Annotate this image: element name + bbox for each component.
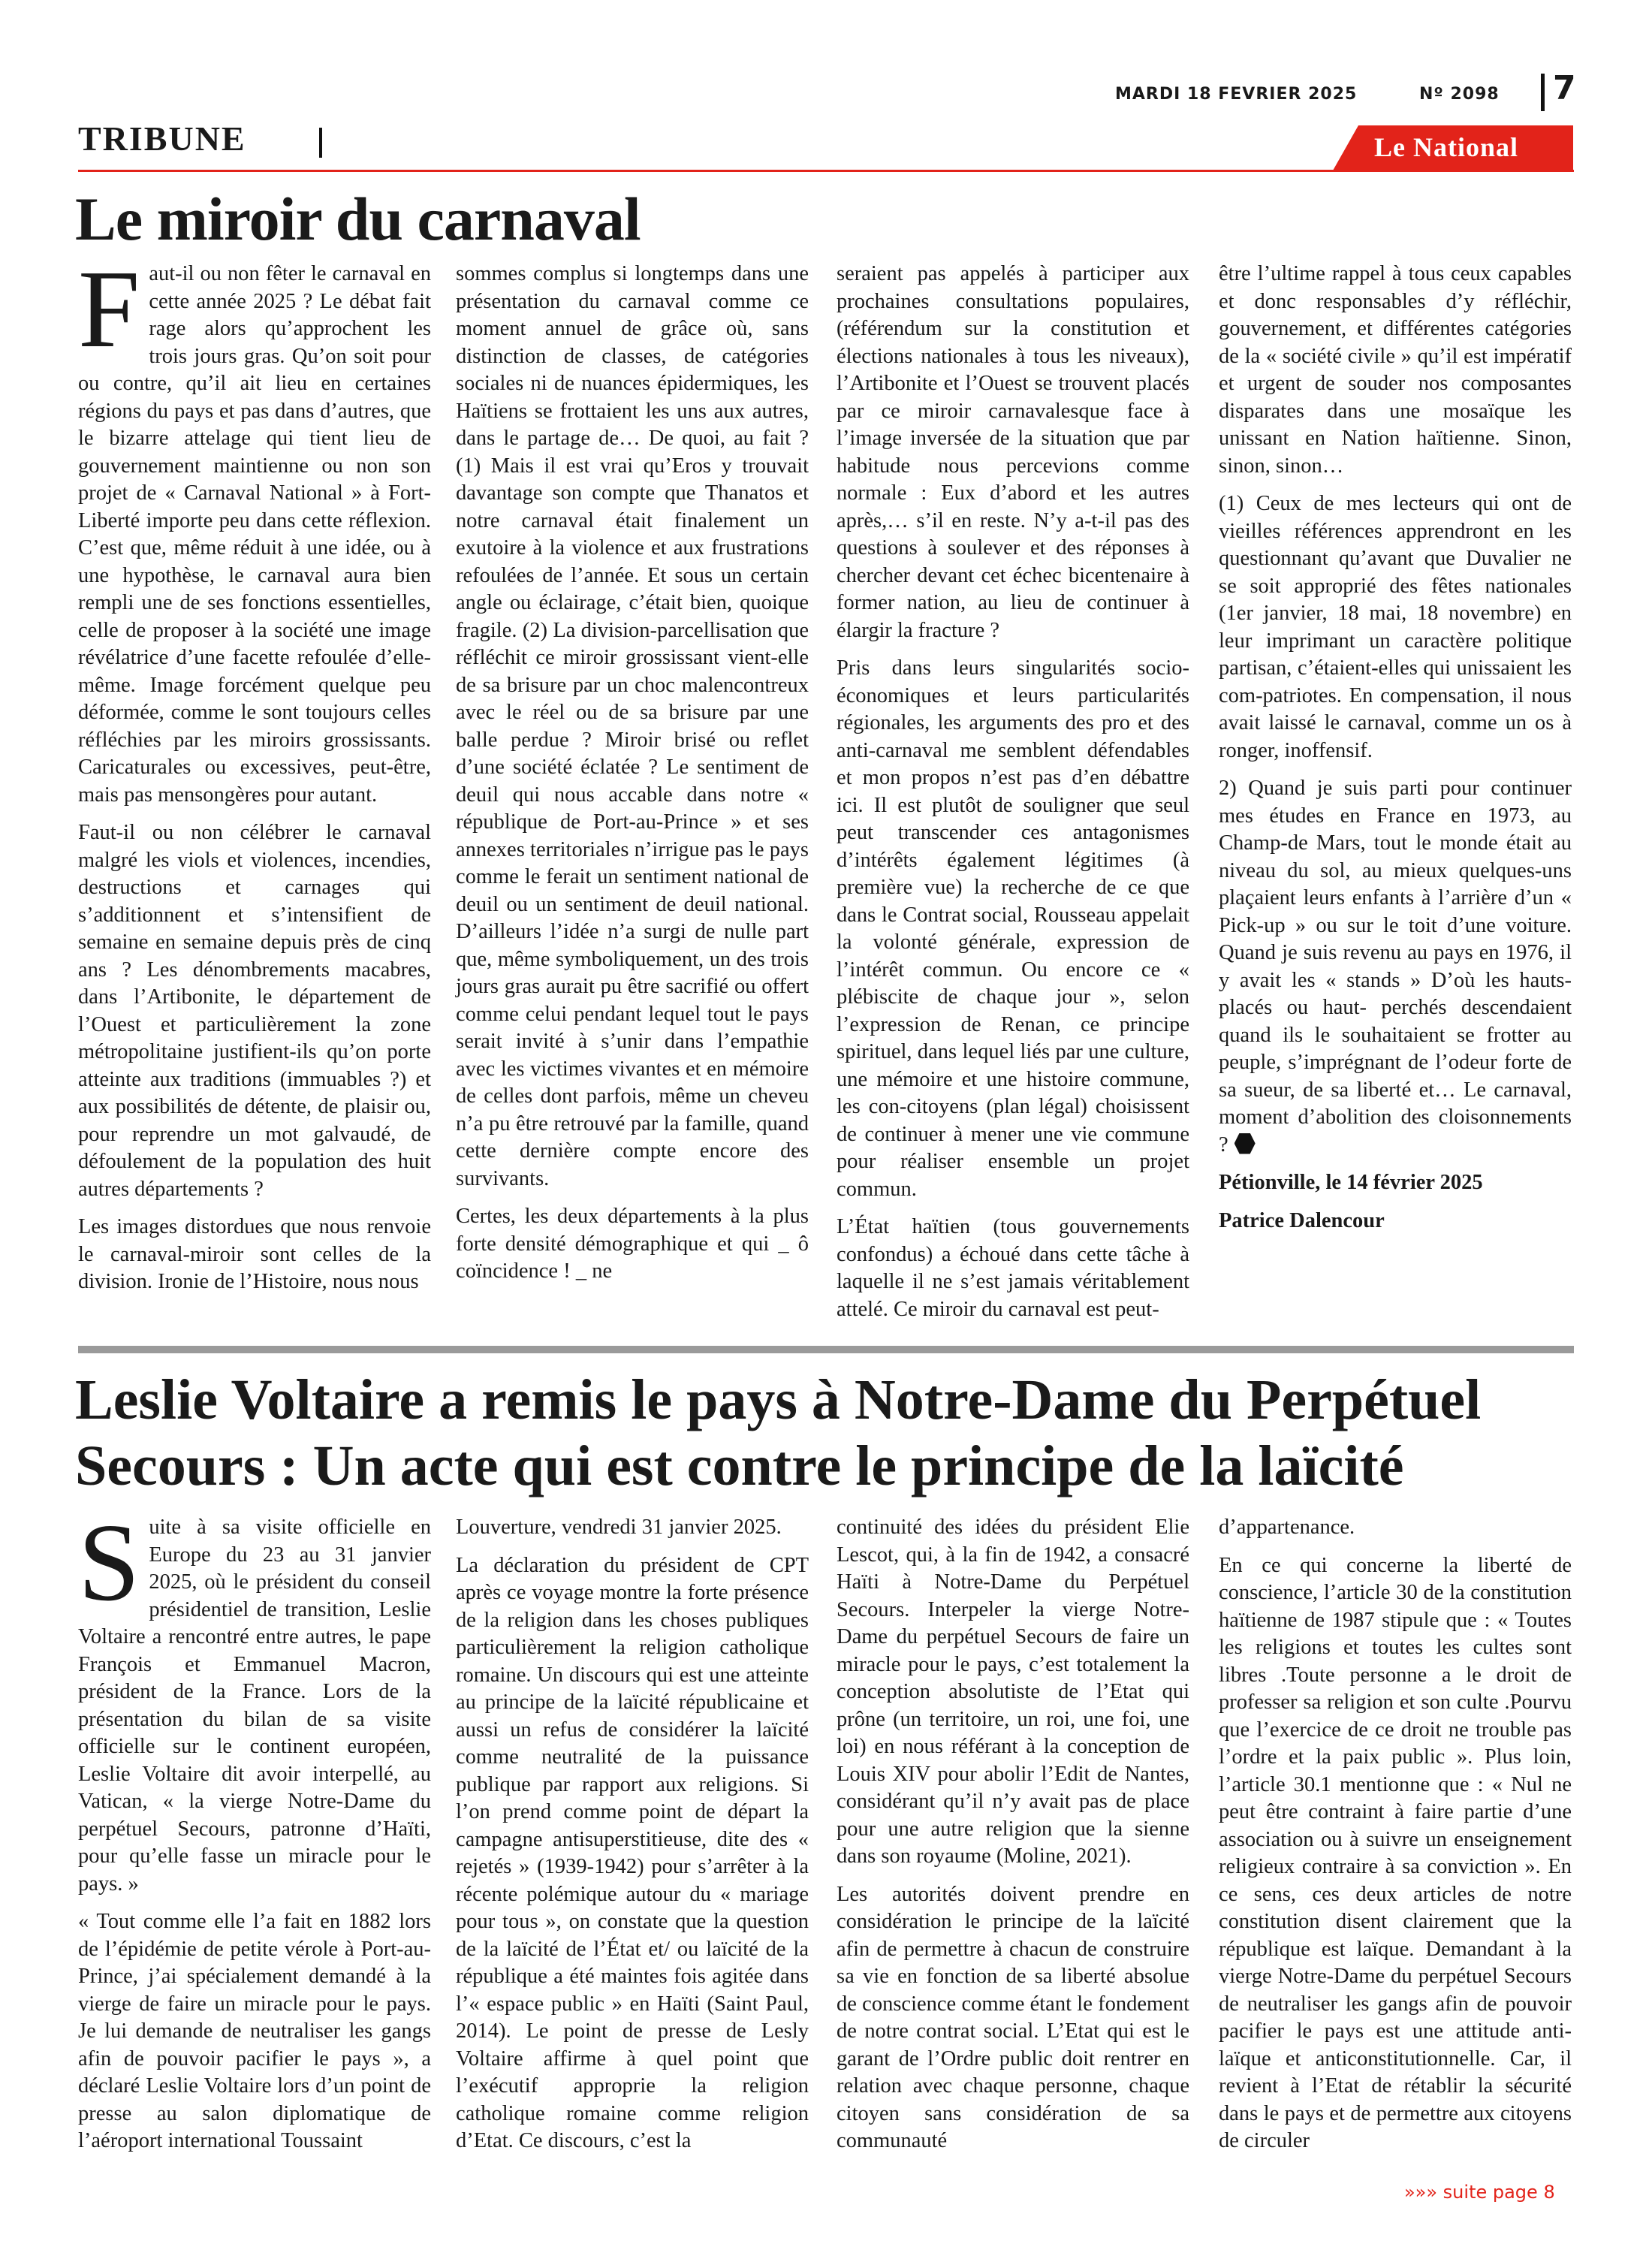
article-separator [78, 1346, 1574, 1353]
article-column [1219, 1514, 1572, 2166]
page-divider [1541, 74, 1545, 111]
article-column [456, 261, 809, 1296]
article-column [837, 261, 1189, 1334]
paragraph: Les autorités doivent prendre en considération le principe de la laïcité afin de permettre à chacun de construire sa vie en fonction de sa liberté absolue de conscience comme étant le fondement de notre contrat social. L’Etat qui est le garant de l’Ordre public doit rentrer en relation avec chaque personne, chaque citoyen sans considération de sa communauté [837, 1882, 1189, 2152]
paragraph: être l’ultime rappel à tous ceux capables et donc responsables d’y réfléchir, gouvernement, et différentes catégories de la « société civile » qu’il est impératif et urgent de souder nos composantes disparates dans une mosaïque les unissant en Nation haïtienne. Sinon, sinon, sinon… [1219, 262, 1572, 478]
paragraph: Pris dans leurs singularités socio-économiques et leurs particularités régionales, les arguments des pro et des anti-carnaval me semblent défendables et mon propos n’est pas d’en débattre ici. Il est plutôt de souligner que seul peut transcender ces antagonismes d’intérêts également légitimes (à première vue) la recherche de ce que dans le Contrat social, Rousseau appelait la volonté générale, expression de l’intérêt commun. Ou encore ce « plébiscite de chaque jour », selon l’expression de Renan, ce principe spirituel, dans lequel liés par une culture, une mémoire et une histoire commune, les con-citoyens (plan légal) choisissent de continuer à mener une vie commune pour réaliser ensemble un projet commun. [837, 656, 1189, 1201]
issue-number: Nº 2098 [1419, 85, 1500, 104]
paper-name: Le National [1374, 132, 1519, 162]
article-column [78, 1501, 431, 2166]
article-column [1219, 261, 1572, 1245]
paragraph: « Tout comme elle l’a fait en 1882 lors de l’épidémie de petite vérole à Port-au-Prince, j’ai spécialement demandé à la vierge de faire un miracle pour le pays. Je lui demande de neutraliser les gangs afin de pouvoir pacifier le pays », a déclaré Leslie Voltaire lors d’un point de presse au salon diplomatique de l’aéroport international Toussaint [78, 1910, 431, 2152]
paragraph: Les images distordues que nous renvoie le carnaval-miroir sont celles de la division. Ironie de l’Histoire, nous nous [78, 1215, 431, 1293]
page-number: 7 [1553, 69, 1576, 107]
continued-link[interactable]: »»» suite page 8 [1404, 2182, 1555, 2203]
issue-date: MARDI 18 FEVRIER 2025 [1115, 85, 1358, 104]
paragraph: Faut-il ou non fêter le carnaval en cette année 2025 ? Le débat fait rage alors qu’approchent les trois jours gras. Qu’on soit pour ou contre, qu’il ait lieu en certaines régions du pays et pas dans d’autres, que le bizarre attelage qui tient lieu de gouvernement maintienne ou non son projet de « Carnaval National » à Fort-Liberté importe peu dans cette réflexion. C’est que, même réduit à une idée, ou à une hypothèse, le carnaval aura bien rempli une de ses fonctions essentielles, celle de proposer à la société une image révélatrice d’une facette refoulée d’elle-même. Image forcément quelque peu déformée, comme le sont toujours celles réfléchies par les miroirs grossissants. Caricaturales ou excessives, peut-être, mais pas mensongères pour autant. [78, 248, 431, 807]
place-date: Pétionville, le 14 février 2025 [1219, 1171, 1483, 1194]
paragraph: En ce qui concerne la liberté de conscience, l’article 30 de la constitution haïtienne de 1987 stipule que : « Toutes les religions et toutes les cultes sont libres .Toute personne a le droit de professer sa religion et son culte .Pourvu que l’exercice de ce droit ne trouble pas l’ordre et la paix public ». Plus loin, l’article 30.1 mentionne que : « Nul ne peut être contraint à faire partie d’une association ou à suivre un enseignement religieux contraire à sa conviction ». En ce sens, ces deux articles de notre constitution disent clairement que la république est laïque. Demandant à la vierge Notre-Dame du perpétuel Secours de neutraliser les gangs afin de pouvoir pacifier le pays est une attitude anti-laïque et anticonstitutionnelle. Car, il revient à l’Etat de rétablir la sécurité dans le pays et de permettre aux citoyens de circuler [1219, 1553, 1572, 2152]
section-label: TRIBUNE [78, 119, 246, 158]
paragraph: Certes, les deux départements à la plus forte densité démographique et qui _ ô coïncidence ! _ ne [456, 1205, 809, 1283]
article-column [456, 1514, 809, 2166]
paragraph: 2) Quand je suis parti pour continuer mes études en France en 1973, au Champ-de Mars, tout le monde était au niveau du sol, au mieux quelques-uns plaçaient leurs enfants à l’arrière d’un « Pick-up » ou sur le toit d’une voiture. Quand je suis revenu au pays en 1976, il y avait les « stands » D’où les hauts-placés ou haut- perchés descendaient quand ils le souhaitaient se frotter au peuple, s’imprégnant de l’odeur forte de sa sueur, de sa liberté et… Le carnaval, moment d’abolition des cloisonnements ? [1219, 777, 1572, 1157]
drop-cap: S [78, 1501, 140, 1624]
paragraph: La déclaration du président de CPT après ce voyage montre la forte présence de la religion dans les choses publiques particulièrement la religion catholique romaine. Un discours qui est une atteinte au principe de la laïcité républicaine et aussi un refus de considérer la laïcité comme neutralité de la puissance publique par rapport aux religions. Si l’on prend comme point de départ la campagne antisuperstitieuse, dite des « rejetés » (1939-1942) pour s’arrêter à la récente polémique autour du « mariage pour tous », on constate que la question de la laïcité de l’État et/ ou laïcité de la république a été maintes fois agitée dans l’« espace public » en Haïti (Saint Paul, 2014). Le point de presse de Lesly Voltaire affirme à quel point que l’exécutif approprie la religion catholique romaine comme religion d’Etat. Ce discours, c’est la [456, 1553, 809, 2152]
paragraph: seraient pas appelés à participer aux prochaines consultations populaires, (référendum sur la constitution et élections nationales à tous les niveaux), l’Artibonite et l’Ouest se trouvent placés par ce miroir carnavalesque face à l’image inversée de la situation que par habitude nous percevions comme normale : Eux d’abord et les autres après,… s’il en reste. N’y a-t-il pas des questions à soulever et des réponses à chercher devant cet échec bicentenaire à former nation, au lieu de continuer à élargir la fracture ? [837, 262, 1189, 642]
paragraph: sommes complus si longtemps dans une présentation du carnaval comme ce moment annuel de grâce où, sans distinction de classes, de catégories sociales ni de nuances épidermiques, les Haïtiens se frottaient les uns aux autres, dans le partage de… De quoi, au fait ? (1) Mais il est vrai qu’Eros y trouvait davantage son compte que Thanatos et notre carnaval était finalement un exutoire à la violence et aux frustrations refoulées de l’année. Et sous un certain angle ou éclairage, c’était bien, quoique fragile. (2) La division-parcellisation que réfléchit ce miroir grossissant vient-elle de sa brisure par un choc malencontreux avec le réel ou de sa brisure par une balle perdue ? Miroir brisé ou reflet d’une société éclatée ? Le sentiment de deuil qui nous accable dans notre « république de Port-au-Prince » et ses annexes territoriales n’irrigue pas le pays comme le ferait un sentiment national de deuil ou un sentiment de deuil national. D’ailleurs l’idée n’a surgi de nulle part que, même symboliquement, un des trois jours gras aurait pu être sacrifié ou offert comme celui pendant lequel tout le pays serait invité à s’unir dans l’empathie avec les victimes vivantes et en mémoire de celles dont parfois, même un cheveu n’a pu être retrouvé par la famille, quand cette dernière compte encore des survivants. [456, 262, 809, 1190]
paragraph: continuité des idées du président Elie Lescot, qui, à la fin de 1942, a consacré Haïti à Notre-Dame du Perpétuel Secours. Interpeler la vierge Notre-Dame du perpétuel Secours de faire un miracle pour le pays, c’est totalement la conception absolutiste de l’Etat qui prône (un territoire, un roi, une foi, une loi) en nous référant à la conception de Louis XIV pour abolir l’Edit de Nantes, considérant qu’il n’y avait pas de place pour une autre religion que la sienne dans son royaume (Moline, 2021). [837, 1516, 1189, 1868]
article-title: Le miroir du carnaval [75, 185, 641, 253]
author-name: Patrice Dalencour [1219, 1208, 1385, 1232]
paragraph: L’État haïtien (tous gouvernements confondus) a échoué dans cette tâche à laquelle il ne s’est jamais véritablement attelé. Ce miroir du carnaval est peut- [837, 1215, 1189, 1321]
paragraph: (1) Ceux de mes lecteurs qui ont de vieilles références apprendront en les questionnant qu’avant que Duvalier ne se soit approprié des fêtes nationales (1er janvier, 18 mai, 18 novembre) en leur imprimant un caractère politique partisan, c’étaient-elles qui unissaient les com-patriotes. En compensation, il nous avait laissé le carnaval, comme un os à ronger, inoffensif. [1219, 492, 1572, 762]
article-column [837, 1514, 1189, 2166]
header-rule [78, 170, 1574, 172]
section-divider [319, 128, 322, 158]
article-title: Leslie Voltaire a remis le pays à Notre-Dame du Perpétuel Secours : Un acte qui est contre le principe de la laïcité [75, 1368, 1482, 1497]
article-column [78, 248, 431, 1307]
paragraph: Faut-il ou non célébrer le carnaval malgré les viols et violences, incendies, destructions et carnages qui s’additionnent et s’intensifient de semaine en semaine depuis près de cinq ans ? Les dénombrements macabres, dans l’Artibonite, le département de l’Ouest et particulièrement la zone métropolitaine justifient-ils qu’on porte atteinte aux traditions (immuables ?) et aux possibilités de détente, de plaisir ou, pour reprendre un mot galvaudé, de défoulement de la population des huit autres départements ? [78, 821, 431, 1201]
drop-cap: F [78, 248, 140, 371]
paragraph: Suite à sa visite officielle en Europe du 23 au 31 janvier 2025, où le président du conseil présidentiel de transition, Leslie Voltaire a rencontré entre autres, le pape François et Emmanuel Macron, président de la France. Lors de la présentation du bilan de sa visite officielle sur le continent européen, Leslie Voltaire dit avoir interpellé, au Vatican, « la vierge Notre-Dame du perpétuel Secours, patronne d’Haïti, pour qu’elle fasse un miracle pour le pays. » [78, 1501, 431, 1896]
end-of-article-icon [1234, 1133, 1256, 1154]
paragraph: d’appartenance. [1219, 1516, 1355, 1539]
paragraph: Louverture, vendredi 31 janvier 2025. [456, 1516, 782, 1539]
